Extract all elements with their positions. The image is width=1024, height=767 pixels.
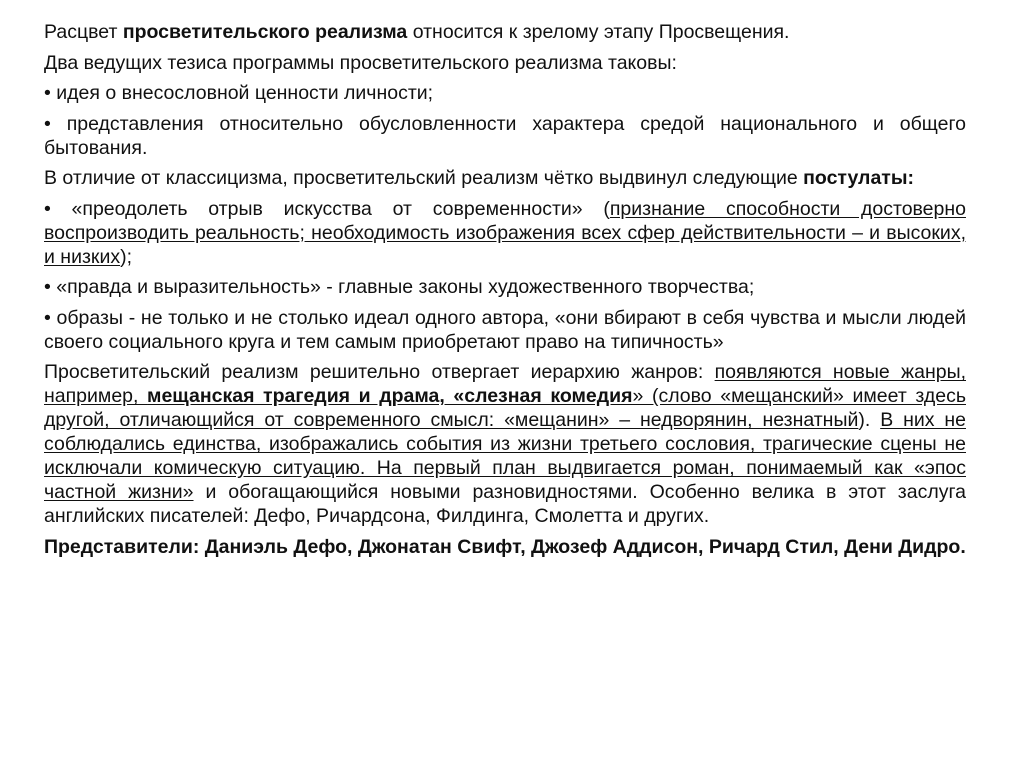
paragraph-representatives: [44, 535, 966, 559]
underlined-text: признание способности достоверно воспроизводить реальность; необходимость изображения всех сфер действительности – и высоких, и низких: [44, 197, 966, 268]
underlined-text: В них не соблюдались единства, изображались события из жизни третьего сословия, трагические сцены не исключали комическую ситуацию. На первый план выдвигается роман, понимаемый как «эпос частной жизни»: [44, 409, 966, 503]
text-run: Просветительский реализм решительно отвергает иерархию жанров:: [44, 361, 715, 383]
text-run: Расцвет: [44, 21, 123, 43]
bold-term: мещанская трагедия и драма, «слезная комедия: [147, 385, 633, 407]
paragraph-theses: Два ведущих тезиса программы просветительского реализма таковы:: [44, 51, 677, 74]
bold-representatives: Представители: Даниэль Дефо, Джонатан Свифт, Джозеф Аддисон, Ричард Стил, Дени Дидро.: [44, 535, 966, 558]
text-run: • «преодолеть отрыв искусства от современности» (: [44, 197, 610, 220]
underlined-text: появляются новые жанры, например,: [44, 361, 966, 407]
bullet-postulate-1: [44, 197, 966, 269]
underlined-text: » (слово «мещанский» имеет здесь другой, отличающийся от современного смысл: «мещанин» – недворянин, незнатный: [44, 385, 966, 431]
paragraph-postulates: [44, 166, 966, 190]
bullet-postulate-2: • «правда и выразительность» - главные законы художественного творчества;: [44, 276, 755, 298]
text-run: и обогащающийся новыми разновидностями. Особенно велика в этот заслуга английских писателей: Дефо, Ричардсона, Филдинга, Смолетта и других.: [44, 481, 966, 527]
bold-term: постулаты:: [803, 167, 914, 189]
text-run: );: [120, 245, 133, 268]
bullet-postulate-3: • образы - не только и не столько идеал одного автора, «они вбирают в себя чувства и мысли людей своего социального круга и тем самым приобретают право на типичность»: [44, 306, 966, 353]
bold-term: просветительского реализма: [122, 21, 408, 43]
text-run: В отличие от классицизма, просветительский реализм чётко выдвинул следующие: [44, 167, 804, 189]
bullet-thesis-2: • представления относительно обусловленности характера средой национального и общего бытования.: [44, 112, 966, 159]
paragraph-genres: [44, 360, 966, 528]
underlined-bold-text: [147, 385, 632, 407]
slide-text-body: [44, 20, 966, 565]
text-run: относится к зрелому этапу Просвещения.: [407, 21, 790, 43]
paragraph-intro: [44, 20, 966, 44]
bullet-thesis-1: • идея о внесословной ценности личности;: [44, 82, 434, 104]
text-run: ).: [858, 409, 881, 431]
